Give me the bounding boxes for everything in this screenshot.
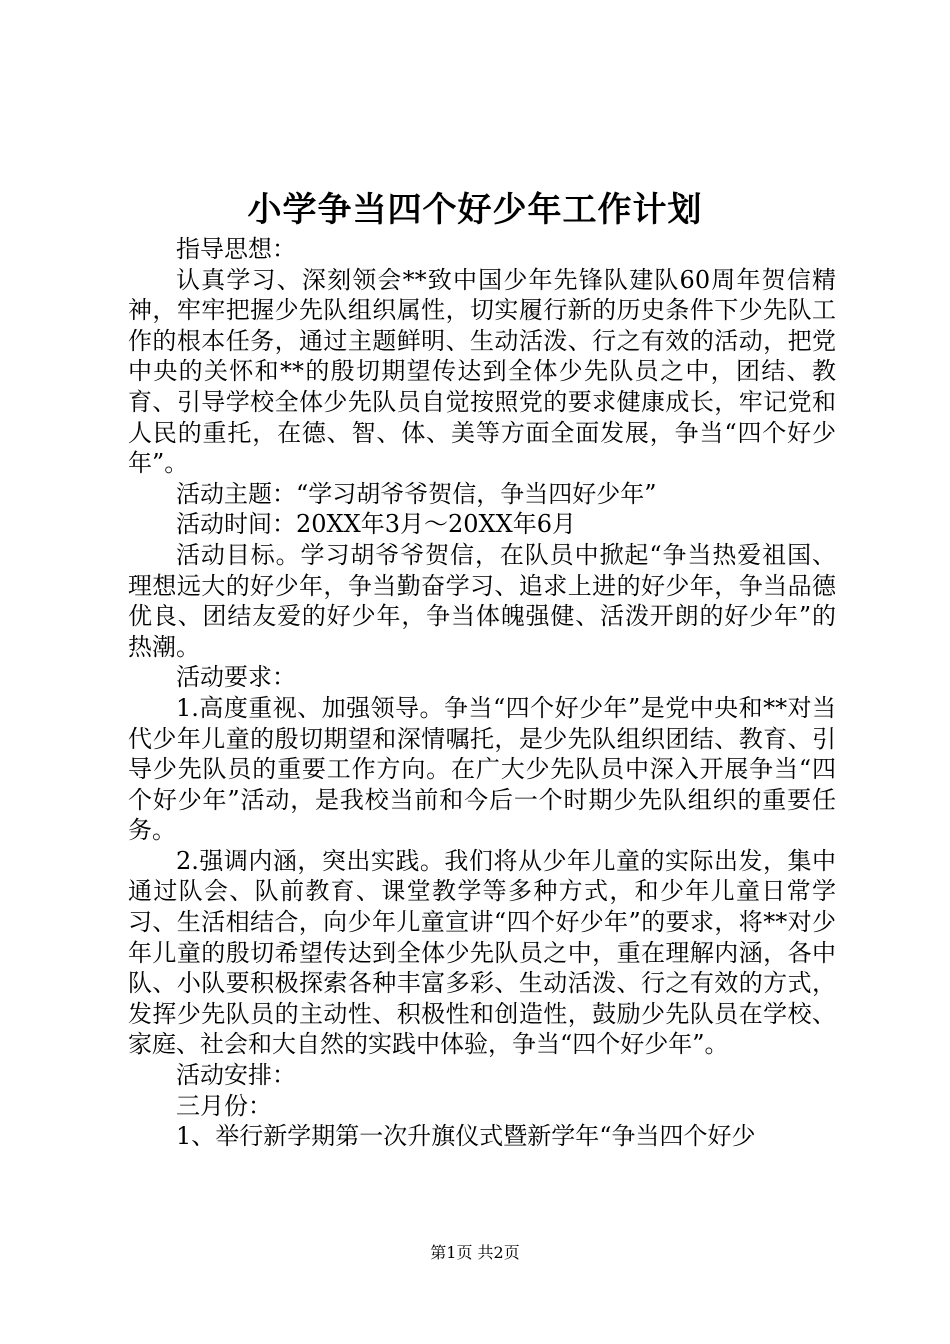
paragraph-arrangement-heading: 活动安排： [176, 1061, 296, 1090]
paragraph-requirement-2: 2.强调内涵，突出实践。我们将从少年儿童的实际出发，集中通过队会、队前教育、课堂教学等多种方式，和少年儿童日常学习、生活相结合，向少年儿童宣讲“四个好少年”的要求，将**对少年儿童的殷切希望传达到全体少先队员之中，重在理解内涵，各中队、小队要积极探索各种丰富多彩、生动活泼、行之有效的方式，发挥少先队员的主动性、积极性和创造性，鼓励少先队员在学校、家庭、社会和大自然的实践中体验，争当“四个好少年”。 [128, 846, 836, 1059]
document-title: 小学争当四个好少年工作计划 [247, 190, 703, 230]
paragraph-guiding-heading: 指导思想： [176, 235, 296, 263]
document-body [128, 234, 836, 1152]
paragraph-guiding-text: 认真学习、深刻领会**致中国少年先锋队建队60周年贺信精神，牢牢把握少先队组织属性，切实履行新的历史条件下少先队工作的根本任务，通过主题鲜明、生动活泼、行之有效的活动，把党中央的关怀和**的殷切期望传达到全体少先队员之中，团结、教育、引导学校全体少先队员自觉按照党的要求健康成长，牢记党和人民的重托，在德、智、体、美等方面全面发展，争当“四个好少年”。 [128, 265, 836, 478]
paragraph-activity-goal: 活动目标。学习胡爷爷贺信，在队员中掀起“争当热爱祖国、理想远大的好少年，争当勤奋学习、追求上进的好少年，争当品德优良、团结友爱的好少年，争当体魄强健、活泼开朗的好少年”的热潮。 [128, 540, 836, 661]
paragraph-requirement-1: 1.高度重视、加强领导。争当“四个好少年”是党中央和**对当代少年儿童的殷切期望和深情嘱托，是少先队组织团结、教育、引导少先队员的重要工作方向。在广大少先队员中深入开展争当“四个好少年”活动，是我校当前和今后一个时期少先队组织的重要任务。 [128, 693, 836, 845]
paragraph-march-heading: 三月份： [176, 1091, 272, 1120]
paragraph-march-item-1: 1、举行新学期第一次升旗仪式暨新学年“争当四个好少 [176, 1122, 756, 1151]
paragraph-activity-theme: 活动主题：“学习胡爷爷贺信，争当四好少年” [176, 479, 657, 508]
page-footer: 第1页 共2页 [430, 1243, 520, 1262]
paragraph-activity-time: 活动时间：20XX年3月～20XX年6月 [176, 510, 576, 539]
paragraph-requirements-heading: 活动要求： [176, 663, 296, 692]
